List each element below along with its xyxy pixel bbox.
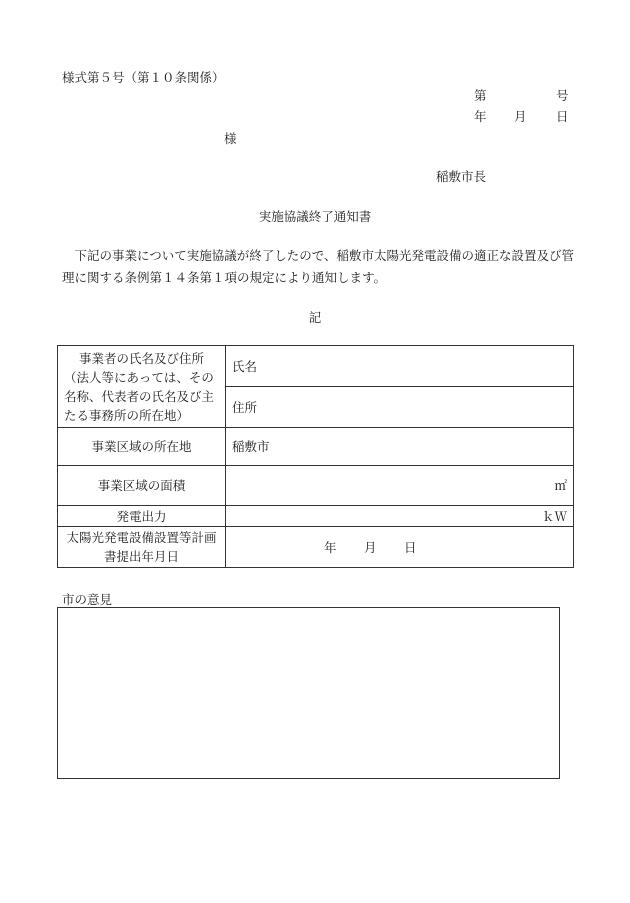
- form-number: 様式第５号（第１０条関係）: [62, 70, 225, 85]
- opinion-box[interactable]: [57, 607, 560, 779]
- addressee: 様: [224, 131, 237, 146]
- location-value: 稲敷市: [232, 439, 270, 454]
- plan-year: 年: [324, 539, 337, 555]
- date-year: 年: [474, 109, 487, 124]
- output-label: 発電出力: [58, 506, 226, 527]
- location-field[interactable]: [226, 428, 574, 466]
- document-number-suffix: 号: [556, 88, 569, 103]
- ki-marker: 記: [308, 310, 322, 325]
- body-text: 下記の事業について実施協議が終了したので、稲敷市太陽光発電設備の適正な設置及び管理に関する条例第１４条第１項の規定により通知します。: [62, 248, 575, 285]
- date-day: 日: [556, 109, 569, 124]
- issuer: 稲敷市長: [436, 169, 487, 184]
- operator-label-cell: [58, 346, 226, 428]
- plan-date-field[interactable]: [226, 527, 574, 568]
- opinion-label: 市の意見: [62, 592, 113, 607]
- plan-day: 日: [404, 539, 417, 555]
- operator-label-main: 事業者の氏名及び住所: [78, 350, 204, 366]
- document-number-prefix: 第: [474, 88, 487, 103]
- date-month: 月: [514, 109, 527, 124]
- name-label: 氏名: [232, 358, 258, 374]
- plan-month: 月: [364, 539, 377, 555]
- address-field[interactable]: [226, 387, 574, 428]
- operator-label-note: （法人等にあっては、その名称、代表者の氏名及び主たる事務所の所在地）: [64, 369, 215, 423]
- name-field[interactable]: [226, 346, 574, 387]
- area-unit: ㎡: [554, 478, 567, 493]
- address-label: 住所: [232, 399, 258, 415]
- output-unit: ｋＷ: [541, 508, 567, 524]
- output-field[interactable]: [226, 506, 574, 527]
- area-field[interactable]: [226, 466, 574, 506]
- document-title: 実施協議終了通知書: [258, 209, 372, 224]
- plan-date-label: 太陽光発電設備設置等計画書提出年月日: [58, 527, 226, 568]
- area-label: 事業区域の面積: [58, 466, 226, 506]
- location-label: 事業区域の所在地: [58, 428, 226, 466]
- project-info-table: [57, 345, 574, 568]
